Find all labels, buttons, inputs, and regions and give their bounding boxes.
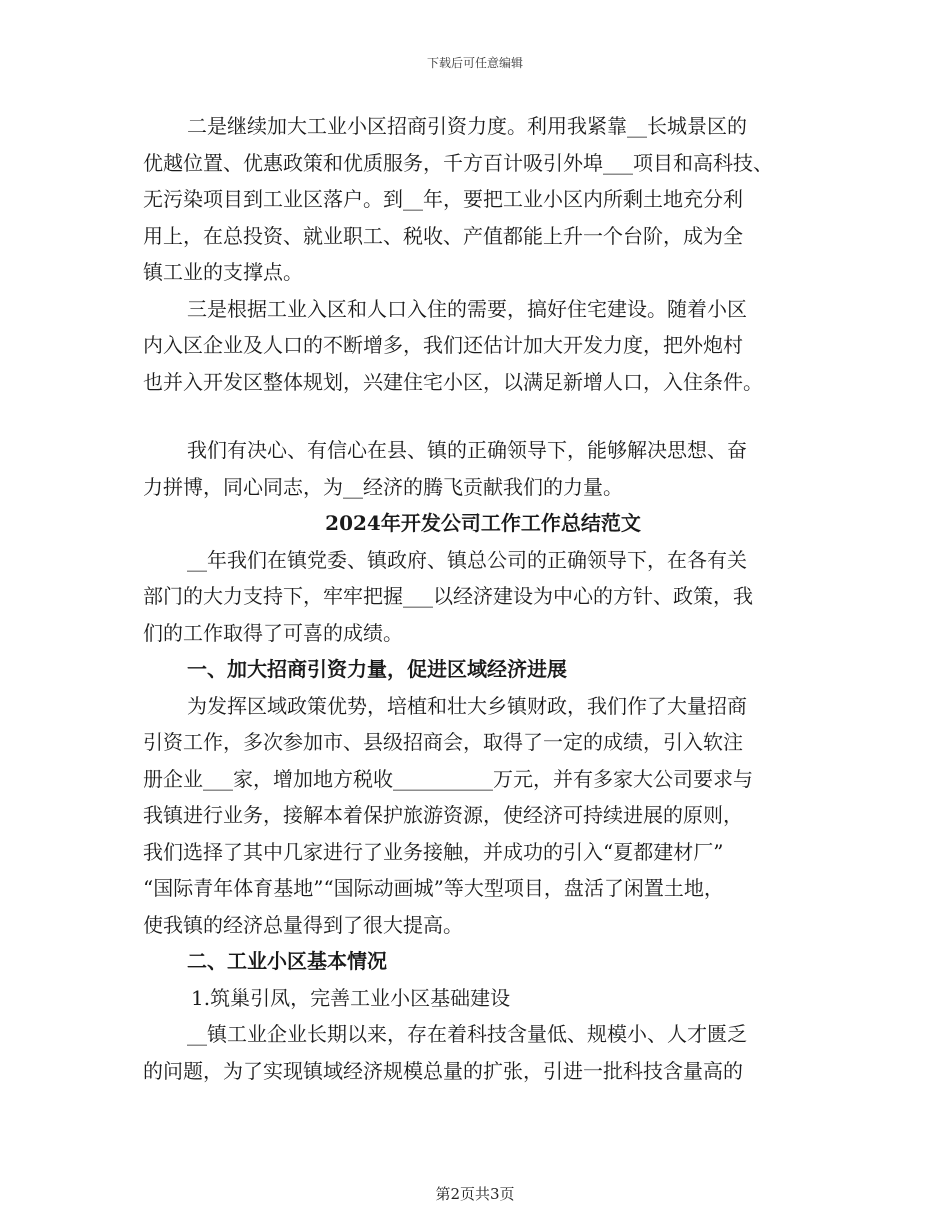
text-line: 我们有决心、有信心在县、镇的正确领导下，能够解决思想、奋	[187, 438, 747, 462]
text-line: 用上，在总投资、就业职工、税收、产值都能上升一个台阶，成为全	[143, 223, 743, 248]
paragraph-gap	[143, 400, 823, 432]
text-line: 引资工作，多次参加市、县级招商会，取得了一定的成绩，引入软注	[143, 730, 743, 754]
text-line: 内入区企业及人口的不断增多，我们还估计加大开发力度，把外炮村	[143, 333, 743, 357]
text-line: 镇工业的支撑点。	[143, 260, 303, 284]
document-body	[143, 108, 823, 1089]
section-heading: 二、工业小区基本情况	[187, 949, 387, 973]
text-line: __年我们在镇党委、镇政府、镇总公司的正确领导下，在各有关	[187, 547, 747, 572]
text-line: 部门的大力支持下，牢牢把握___以经济建设为中心的方针、政策，我	[143, 584, 753, 608]
text-line: 册企业___家，增加地方税收__________万元，并有多家大公司要求与	[143, 766, 753, 791]
text-line: 我们选择了其中几家进行了业务接触，并成功的引入“夏都建材厂”	[143, 839, 724, 864]
text-line: 三是根据工业入区和人口入住的需要，搞好住宅建设。随着小区	[187, 296, 747, 321]
text-line: 使我镇的经济总量得到了很大提高。	[143, 912, 463, 937]
text-line: 无污染项目到工业区落户。到__年，要把工业小区内所剩土地充分利	[143, 187, 743, 211]
page-footer: 第2页共3页	[435, 1185, 515, 1203]
text-line: 也并入开发区整体规划，兴建住宅小区，以满足新增人口，入住条件。	[143, 369, 763, 394]
section-heading: 一、加大招商引资力量，促进区域经济进展	[187, 657, 567, 681]
page-header: 下载后可任意编辑	[426, 56, 523, 70]
text-line: 我镇进行业务，接解本着保护旅游资源，使经济可持续进展的原则，	[143, 803, 743, 827]
text-line: 力拼博，同心同志，为__经济的腾飞贡献我们的力量。	[143, 474, 623, 499]
text-line: 1.筑巢引凤，完善工业小区基础建设	[191, 985, 511, 1010]
text-line: 的问题，为了实现镇域经济规模总量的扩张，引进一批科技含量高的	[143, 1058, 743, 1083]
text-line: 二是继续加大工业小区招商引资力度。利用我紧靠__长城景区的	[187, 114, 747, 138]
document-title: 2024年开发公司工作工作总结范文	[325, 511, 641, 535]
text-line: 们的工作取得了可喜的成绩。	[143, 620, 403, 645]
text-line: 为发挥区域政策优势，培植和壮大乡镇财政，我们作了大量招商	[187, 693, 747, 718]
text-line: 优越位置、优惠政策和优质服务，千方百计吸引外埠___项目和高科技、	[143, 150, 773, 175]
text-line: __镇工业企业长期以来，存在着科技含量低、规模小、人才匮乏	[187, 1022, 747, 1046]
text-line: “国际青年体育基地”“国际动画城”等大型项目，盘活了闲置土地，	[143, 876, 724, 900]
